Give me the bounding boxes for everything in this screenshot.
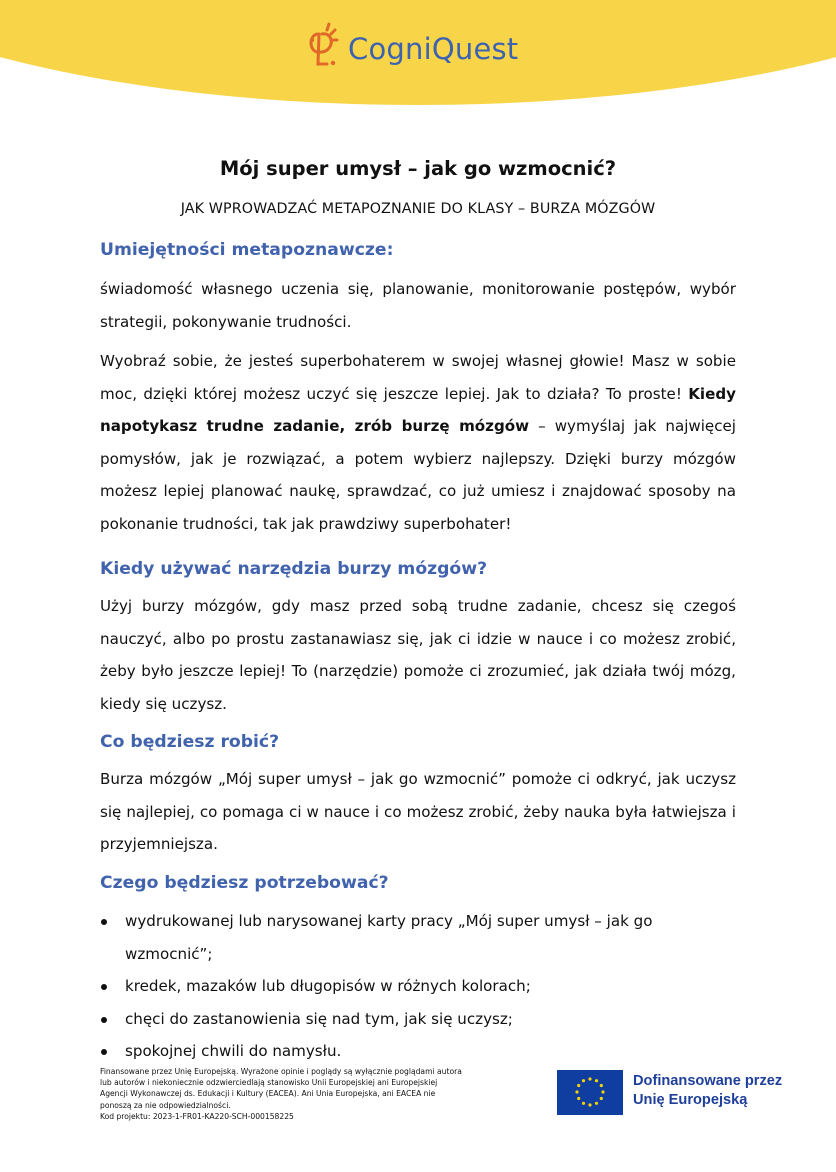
list-item [100, 905, 720, 970]
when-to-use-paragraph: Użyj burzy mózgów, gdy masz przed sobą trudne zadanie, chcesz się czegoś nauczyć, albo po prostu zastanawiasz się, jak ci idzie w nauce i co możesz zrobić, żeby było jeszcze lepiej! To (narzędzie) pomoże ci zrozumieć, jak działa twój mózg, kiedy się uczysz. [100, 597, 736, 713]
disclaimer-line: ponoszą za nie odpowiedzialności. [100, 1100, 231, 1110]
skills-paragraph: świadomość własnego uczenia się, planowanie, monitorowanie postępów, wybór strategii, pokonywanie trudności. [100, 280, 736, 331]
section-heading-when-to-use: Kiedy używać narzędzia burzy mózgów? [100, 559, 488, 579]
project-code: Kod projektu: 2023-1-FR01-KA220-SCH-000158225 [100, 1111, 294, 1121]
eu-label-line1: Dofinansowane przez [633, 1073, 783, 1089]
section-heading-what-you-will-do: Co będziesz robić? [100, 732, 280, 752]
list-item-text: wydrukowanej lub narysowanej karty pracy „Mój super umysł – jak go wzmocnić”; [125, 912, 653, 963]
bullet-icon [101, 1017, 107, 1023]
list-item [100, 970, 720, 1003]
cogniquest-logo [305, 20, 518, 72]
what-you-will-do-paragraph: Burza mózgów „Mój super umysł – jak go wzmocnić” pomoże ci odkryć, jak uczysz się najlepiej, co pomaga ci w nauce i co możesz zrobić, żeby nauka była łatwiejsza i przyjemniejsza. [100, 770, 736, 853]
disclaimer-line: lub autorów i niekoniecznie odzwierciedlają stanowisko Unii Europejskiej ani Europejskiej [100, 1078, 438, 1088]
disclaimer-line: Finansowane przez Unię Europejską. Wyrażone opinie i poglądy są wyłącznie poglądami autora [100, 1067, 462, 1076]
list-item-text: chęci do zastanowienia się nad tym, jak się uczysz; [125, 1009, 513, 1028]
bullet-icon [101, 984, 107, 990]
brand-name: CogniQuest [348, 32, 519, 66]
list-item-text: spokojnej chwili do namysłu. [125, 1042, 342, 1060]
lightbulb-person-icon [305, 20, 345, 72]
eu-cofunded-label [633, 1072, 782, 1109]
materials-list [100, 905, 720, 1068]
section-heading-what-you-need: Czego będziesz potrzebować? [100, 873, 389, 893]
list-item [100, 1003, 720, 1036]
page-subtitle: JAK WPROWADZAĆ METAPOZNANIE DO KLASY – BURZA MÓZGÓW [180, 201, 656, 217]
funding-disclaimer [100, 1066, 550, 1122]
intro-paragraph [100, 345, 736, 540]
eu-flag-icon [557, 1070, 623, 1115]
section-heading-metacognitive-skills: Umiejętności metapoznawcze: [100, 240, 394, 260]
list-item-text: kredek, mazaków lub długopisów w różnych kolorach; [125, 977, 531, 995]
bullet-icon [101, 919, 107, 925]
intro-text-part1: Wyobraź sobie, że jesteś superbohaterem w swojej własnej głowie! Masz w sobie moc, dzięki której możesz uczyć się jeszcze lepiej. Jak to działa? To proste! [100, 352, 736, 403]
disclaimer-line: Agencji Wykonawczej ds. Edukacji i Kultury (EACEA). Ani Unia Europejska, ani EACEA nie [100, 1089, 436, 1099]
list-item [100, 1035, 720, 1068]
intro-text-part2: – wymyślaj jak najwięcej pomysłów, jak je rozwiązać, a potem wybierz najlepszy. Dzięki burzy mózgów możesz lepiej planować naukę, sprawdzać, co już umiesz i znajdować sposoby na pokonanie trudności, tak jak prawdziwy superbohater! [100, 417, 736, 533]
page-title: Mój super umysł – jak go wzmocnić? [219, 157, 617, 180]
intro-text-bold: Kiedy napotykasz trudne zadanie, zrób burzę mózgów [100, 384, 736, 435]
eu-label-line2: Unię Europejską [633, 1091, 748, 1108]
bullet-icon [101, 1049, 107, 1055]
